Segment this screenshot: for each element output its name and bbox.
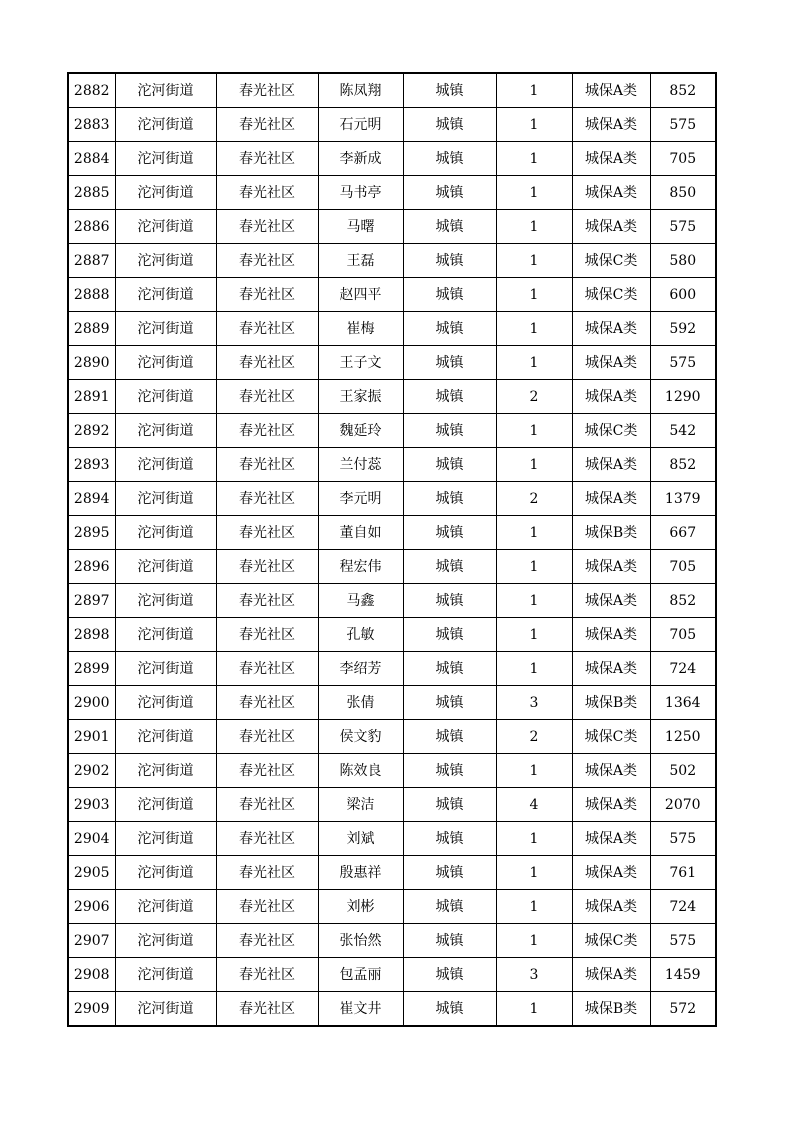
name-cell: 崔文井 (318, 992, 403, 1027)
subdistrict-cell: 沱河街道 (115, 346, 216, 380)
category-cell: 城保A类 (572, 380, 650, 414)
amount-cell: 575 (650, 108, 716, 142)
name-cell: 程宏伟 (318, 550, 403, 584)
serial-number-cell: 2893 (68, 448, 115, 482)
serial-number-cell: 2897 (68, 584, 115, 618)
persons-cell: 1 (496, 618, 572, 652)
community-cell: 春光社区 (216, 414, 318, 448)
household-type-cell: 城镇 (403, 210, 496, 244)
amount-cell: 724 (650, 890, 716, 924)
name-cell: 梁洁 (318, 788, 403, 822)
household-type-cell: 城镇 (403, 176, 496, 210)
community-cell: 春光社区 (216, 346, 318, 380)
amount-cell: 1379 (650, 482, 716, 516)
household-type-cell: 城镇 (403, 516, 496, 550)
subdistrict-cell: 沱河街道 (115, 550, 216, 584)
name-cell: 董自如 (318, 516, 403, 550)
table-row (68, 686, 716, 720)
table-row (68, 822, 716, 856)
name-cell: 王磊 (318, 244, 403, 278)
subdistrict-cell: 沱河街道 (115, 924, 216, 958)
community-cell: 春光社区 (216, 890, 318, 924)
household-type-cell: 城镇 (403, 346, 496, 380)
subdistrict-cell: 沱河街道 (115, 720, 216, 754)
table-row (68, 448, 716, 482)
name-cell: 石元明 (318, 108, 403, 142)
persons-cell: 2 (496, 720, 572, 754)
roster-table (67, 72, 717, 1027)
subdistrict-cell: 沱河街道 (115, 380, 216, 414)
table-row (68, 584, 716, 618)
subdistrict-cell: 沱河街道 (115, 278, 216, 312)
category-cell: 城保A类 (572, 346, 650, 380)
category-cell: 城保A类 (572, 482, 650, 516)
serial-number-cell: 2900 (68, 686, 115, 720)
category-cell: 城保A类 (572, 652, 650, 686)
persons-cell: 1 (496, 992, 572, 1027)
amount-cell: 724 (650, 652, 716, 686)
community-cell: 春光社区 (216, 380, 318, 414)
table-row (68, 176, 716, 210)
serial-number-cell: 2892 (68, 414, 115, 448)
community-cell: 春光社区 (216, 278, 318, 312)
name-cell: 刘彬 (318, 890, 403, 924)
category-cell: 城保A类 (572, 142, 650, 176)
subdistrict-cell: 沱河街道 (115, 686, 216, 720)
category-cell: 城保A类 (572, 73, 650, 108)
community-cell: 春光社区 (216, 516, 318, 550)
table-row (68, 142, 716, 176)
community-cell: 春光社区 (216, 482, 318, 516)
subdistrict-cell: 沱河街道 (115, 754, 216, 788)
community-cell: 春光社区 (216, 992, 318, 1027)
category-cell: 城保A类 (572, 584, 650, 618)
household-type-cell: 城镇 (403, 278, 496, 312)
table-row (68, 958, 716, 992)
community-cell: 春光社区 (216, 176, 318, 210)
serial-number-cell: 2904 (68, 822, 115, 856)
table-row (68, 312, 716, 346)
subdistrict-cell: 沱河街道 (115, 142, 216, 176)
community-cell: 春光社区 (216, 73, 318, 108)
serial-number-cell: 2899 (68, 652, 115, 686)
serial-number-cell: 2908 (68, 958, 115, 992)
amount-cell: 1364 (650, 686, 716, 720)
name-cell: 马书亭 (318, 176, 403, 210)
persons-cell: 1 (496, 550, 572, 584)
household-type-cell: 城镇 (403, 550, 496, 584)
name-cell: 侯文豹 (318, 720, 403, 754)
name-cell: 崔梅 (318, 312, 403, 346)
community-cell: 春光社区 (216, 652, 318, 686)
subdistrict-cell: 沱河街道 (115, 856, 216, 890)
community-cell: 春光社区 (216, 822, 318, 856)
household-type-cell: 城镇 (403, 924, 496, 958)
serial-number-cell: 2905 (68, 856, 115, 890)
table-row (68, 550, 716, 584)
amount-cell: 592 (650, 312, 716, 346)
table-row (68, 210, 716, 244)
persons-cell: 1 (496, 448, 572, 482)
household-type-cell: 城镇 (403, 686, 496, 720)
household-type-cell: 城镇 (403, 856, 496, 890)
serial-number-cell: 2895 (68, 516, 115, 550)
serial-number-cell: 2883 (68, 108, 115, 142)
table-row (68, 516, 716, 550)
amount-cell: 542 (650, 414, 716, 448)
community-cell: 春光社区 (216, 754, 318, 788)
amount-cell: 705 (650, 550, 716, 584)
community-cell: 春光社区 (216, 584, 318, 618)
household-type-cell: 城镇 (403, 992, 496, 1027)
category-cell: 城保B类 (572, 516, 650, 550)
persons-cell: 1 (496, 210, 572, 244)
persons-cell: 1 (496, 108, 572, 142)
household-type-cell: 城镇 (403, 244, 496, 278)
persons-cell: 1 (496, 244, 572, 278)
table-row (68, 618, 716, 652)
subdistrict-cell: 沱河街道 (115, 210, 216, 244)
household-type-cell: 城镇 (403, 312, 496, 346)
serial-number-cell: 2888 (68, 278, 115, 312)
category-cell: 城保C类 (572, 720, 650, 754)
subdistrict-cell: 沱河街道 (115, 992, 216, 1027)
persons-cell: 4 (496, 788, 572, 822)
amount-cell: 575 (650, 210, 716, 244)
table-row (68, 278, 716, 312)
persons-cell: 1 (496, 652, 572, 686)
table-row (68, 380, 716, 414)
persons-cell: 1 (496, 754, 572, 788)
serial-number-cell: 2886 (68, 210, 115, 244)
subdistrict-cell: 沱河街道 (115, 176, 216, 210)
roster-body (68, 73, 716, 1026)
household-type-cell: 城镇 (403, 380, 496, 414)
subdistrict-cell: 沱河街道 (115, 618, 216, 652)
household-type-cell: 城镇 (403, 618, 496, 652)
table-row (68, 924, 716, 958)
serial-number-cell: 2891 (68, 380, 115, 414)
amount-cell: 575 (650, 346, 716, 380)
name-cell: 赵四平 (318, 278, 403, 312)
amount-cell: 667 (650, 516, 716, 550)
amount-cell: 502 (650, 754, 716, 788)
persons-cell: 1 (496, 822, 572, 856)
amount-cell: 1459 (650, 958, 716, 992)
table-row (68, 856, 716, 890)
category-cell: 城保A类 (572, 958, 650, 992)
category-cell: 城保A类 (572, 856, 650, 890)
community-cell: 春光社区 (216, 720, 318, 754)
serial-number-cell: 2887 (68, 244, 115, 278)
serial-number-cell: 2884 (68, 142, 115, 176)
table-row (68, 482, 716, 516)
category-cell: 城保A类 (572, 210, 650, 244)
name-cell: 陈效良 (318, 754, 403, 788)
subdistrict-cell: 沱河街道 (115, 414, 216, 448)
amount-cell: 705 (650, 618, 716, 652)
name-cell: 马曙 (318, 210, 403, 244)
category-cell: 城保A类 (572, 176, 650, 210)
subdistrict-cell: 沱河街道 (115, 788, 216, 822)
persons-cell: 2 (496, 380, 572, 414)
name-cell: 李绍芳 (318, 652, 403, 686)
persons-cell: 3 (496, 958, 572, 992)
serial-number-cell: 2896 (68, 550, 115, 584)
serial-number-cell: 2882 (68, 73, 115, 108)
serial-number-cell: 2889 (68, 312, 115, 346)
amount-cell: 580 (650, 244, 716, 278)
table-row (68, 890, 716, 924)
community-cell: 春光社区 (216, 788, 318, 822)
subdistrict-cell: 沱河街道 (115, 958, 216, 992)
community-cell: 春光社区 (216, 448, 318, 482)
serial-number-cell: 2885 (68, 176, 115, 210)
community-cell: 春光社区 (216, 108, 318, 142)
persons-cell: 1 (496, 346, 572, 380)
category-cell: 城保A类 (572, 618, 650, 652)
community-cell: 春光社区 (216, 142, 318, 176)
household-type-cell: 城镇 (403, 890, 496, 924)
amount-cell: 575 (650, 822, 716, 856)
table-row (68, 108, 716, 142)
community-cell: 春光社区 (216, 618, 318, 652)
subdistrict-cell: 沱河街道 (115, 516, 216, 550)
amount-cell: 850 (650, 176, 716, 210)
name-cell: 李元明 (318, 482, 403, 516)
table-row (68, 73, 716, 108)
persons-cell: 3 (496, 686, 572, 720)
name-cell: 张怡然 (318, 924, 403, 958)
household-type-cell: 城镇 (403, 788, 496, 822)
name-cell: 马鑫 (318, 584, 403, 618)
table-row (68, 652, 716, 686)
household-type-cell: 城镇 (403, 142, 496, 176)
name-cell: 兰付蕊 (318, 448, 403, 482)
household-type-cell: 城镇 (403, 584, 496, 618)
amount-cell: 1250 (650, 720, 716, 754)
category-cell: 城保C类 (572, 278, 650, 312)
persons-cell: 1 (496, 856, 572, 890)
name-cell: 李新成 (318, 142, 403, 176)
persons-cell: 1 (496, 890, 572, 924)
category-cell: 城保C类 (572, 924, 650, 958)
category-cell: 城保B类 (572, 686, 650, 720)
persons-cell: 1 (496, 312, 572, 346)
name-cell: 殷惠祥 (318, 856, 403, 890)
serial-number-cell: 2909 (68, 992, 115, 1027)
serial-number-cell: 2898 (68, 618, 115, 652)
household-type-cell: 城镇 (403, 73, 496, 108)
household-type-cell: 城镇 (403, 652, 496, 686)
amount-cell: 852 (650, 448, 716, 482)
amount-cell: 761 (650, 856, 716, 890)
category-cell: 城保A类 (572, 448, 650, 482)
subdistrict-cell: 沱河街道 (115, 312, 216, 346)
serial-number-cell: 2906 (68, 890, 115, 924)
subdistrict-cell: 沱河街道 (115, 584, 216, 618)
amount-cell: 2070 (650, 788, 716, 822)
amount-cell: 852 (650, 584, 716, 618)
subdistrict-cell: 沱河街道 (115, 652, 216, 686)
category-cell: 城保A类 (572, 788, 650, 822)
persons-cell: 1 (496, 414, 572, 448)
serial-number-cell: 2903 (68, 788, 115, 822)
persons-cell: 1 (496, 278, 572, 312)
community-cell: 春光社区 (216, 856, 318, 890)
table-row (68, 244, 716, 278)
persons-cell: 1 (496, 142, 572, 176)
category-cell: 城保C类 (572, 414, 650, 448)
community-cell: 春光社区 (216, 958, 318, 992)
amount-cell: 572 (650, 992, 716, 1027)
household-type-cell: 城镇 (403, 482, 496, 516)
household-type-cell: 城镇 (403, 754, 496, 788)
household-type-cell: 城镇 (403, 108, 496, 142)
amount-cell: 1290 (650, 380, 716, 414)
amount-cell: 575 (650, 924, 716, 958)
persons-cell: 1 (496, 176, 572, 210)
subdistrict-cell: 沱河街道 (115, 822, 216, 856)
name-cell: 孔敏 (318, 618, 403, 652)
name-cell: 王子文 (318, 346, 403, 380)
table-row (68, 720, 716, 754)
amount-cell: 705 (650, 142, 716, 176)
household-type-cell: 城镇 (403, 958, 496, 992)
category-cell: 城保B类 (572, 992, 650, 1027)
amount-cell: 852 (650, 73, 716, 108)
community-cell: 春光社区 (216, 924, 318, 958)
subdistrict-cell: 沱河街道 (115, 890, 216, 924)
subdistrict-cell: 沱河街道 (115, 108, 216, 142)
table-row (68, 788, 716, 822)
serial-number-cell: 2902 (68, 754, 115, 788)
household-type-cell: 城镇 (403, 822, 496, 856)
community-cell: 春光社区 (216, 686, 318, 720)
community-cell: 春光社区 (216, 312, 318, 346)
serial-number-cell: 2890 (68, 346, 115, 380)
persons-cell: 1 (496, 73, 572, 108)
table-row (68, 414, 716, 448)
category-cell: 城保A类 (572, 108, 650, 142)
name-cell: 陈凤翔 (318, 73, 403, 108)
table-row (68, 346, 716, 380)
category-cell: 城保A类 (572, 754, 650, 788)
household-type-cell: 城镇 (403, 448, 496, 482)
community-cell: 春光社区 (216, 210, 318, 244)
table-row (68, 992, 716, 1027)
community-cell: 春光社区 (216, 244, 318, 278)
household-type-cell: 城镇 (403, 720, 496, 754)
category-cell: 城保A类 (572, 550, 650, 584)
community-cell: 春光社区 (216, 550, 318, 584)
category-cell: 城保A类 (572, 890, 650, 924)
subdistrict-cell: 沱河街道 (115, 73, 216, 108)
serial-number-cell: 2894 (68, 482, 115, 516)
category-cell: 城保A类 (572, 822, 650, 856)
table-row (68, 754, 716, 788)
persons-cell: 1 (496, 516, 572, 550)
category-cell: 城保A类 (572, 312, 650, 346)
serial-number-cell: 2901 (68, 720, 115, 754)
subdistrict-cell: 沱河街道 (115, 244, 216, 278)
household-type-cell: 城镇 (403, 414, 496, 448)
name-cell: 刘斌 (318, 822, 403, 856)
persons-cell: 1 (496, 584, 572, 618)
name-cell: 包孟丽 (318, 958, 403, 992)
persons-cell: 1 (496, 924, 572, 958)
subdistrict-cell: 沱河街道 (115, 482, 216, 516)
category-cell: 城保C类 (572, 244, 650, 278)
serial-number-cell: 2907 (68, 924, 115, 958)
amount-cell: 600 (650, 278, 716, 312)
name-cell: 张倩 (318, 686, 403, 720)
name-cell: 王家振 (318, 380, 403, 414)
name-cell: 魏延玲 (318, 414, 403, 448)
subdistrict-cell: 沱河街道 (115, 448, 216, 482)
persons-cell: 2 (496, 482, 572, 516)
